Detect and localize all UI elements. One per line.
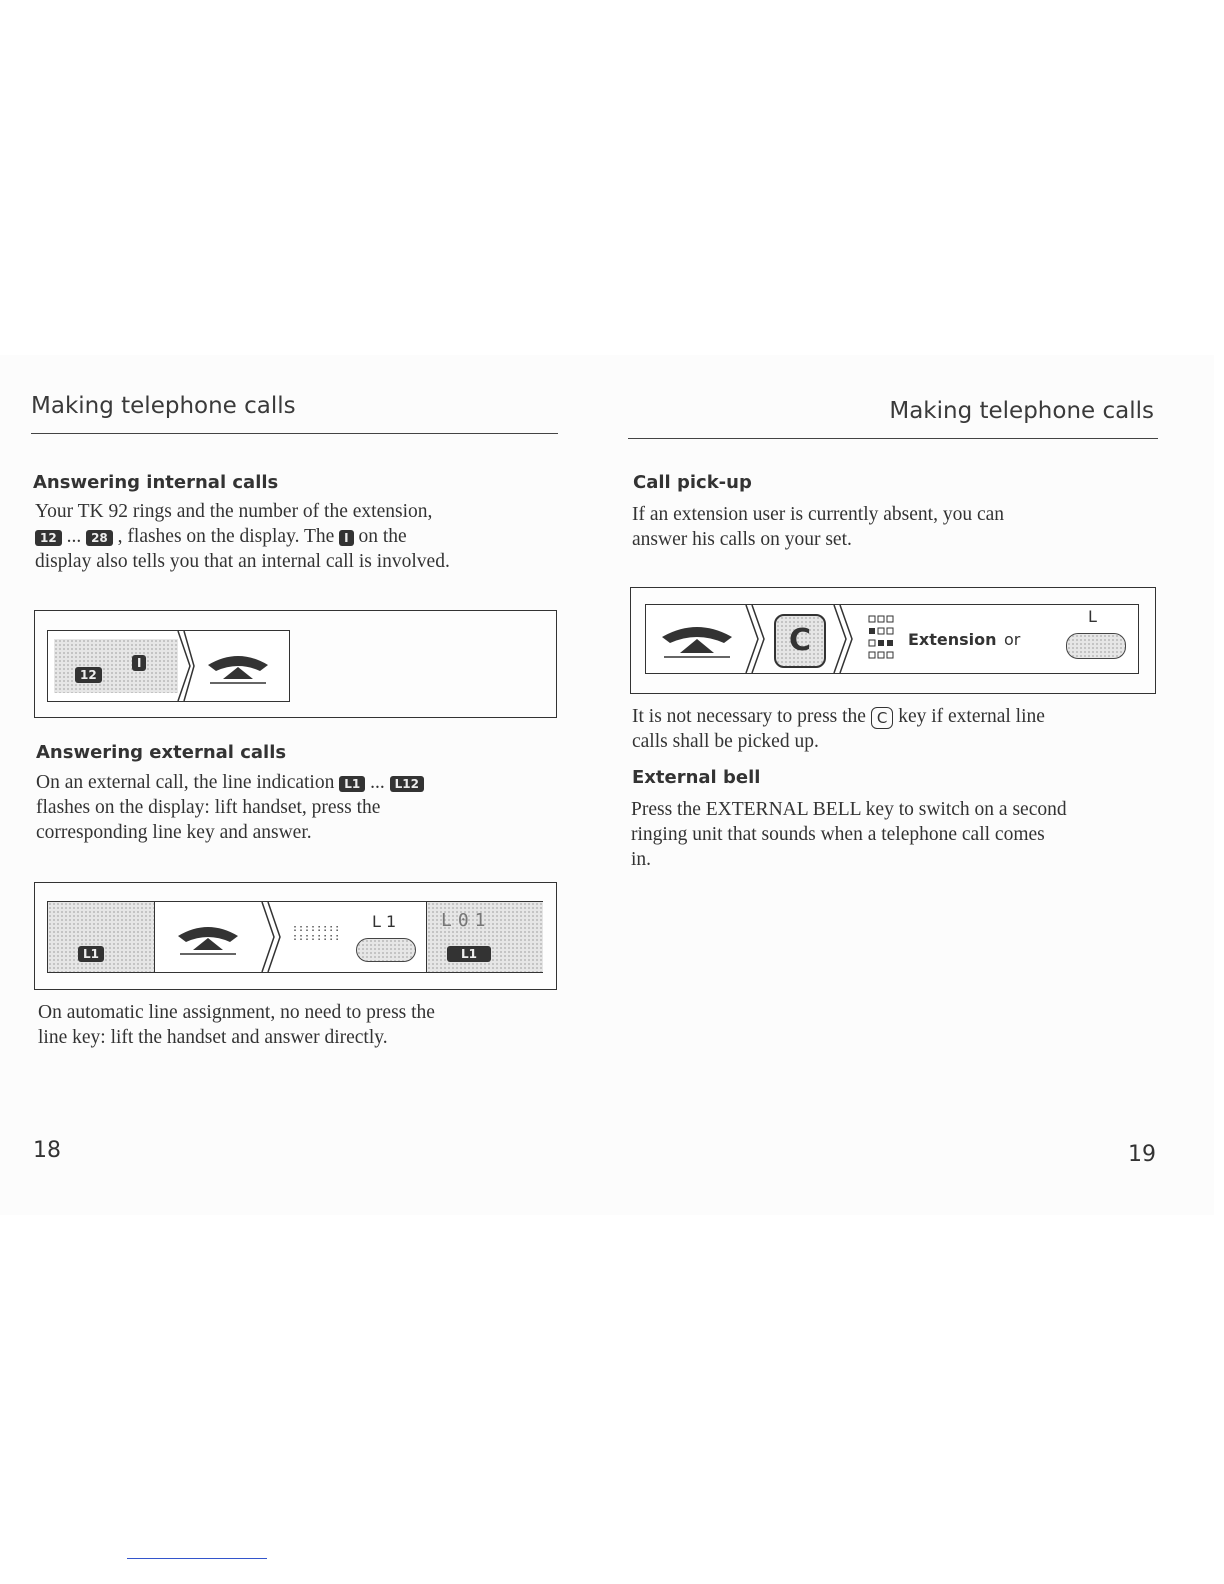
extension-label: Extension — [908, 630, 997, 649]
bracket-divider-icon — [176, 631, 196, 701]
figure-external-panel — [47, 901, 543, 973]
figure-badge-extension: 12 — [75, 667, 102, 683]
pickup-line-2: answer his calls on your set. — [632, 529, 852, 550]
handset-lift-icon — [168, 914, 248, 960]
figure-external-call — [34, 882, 557, 990]
bell-line-3: in. — [631, 849, 652, 870]
left-page-number: 18 — [33, 1138, 61, 1163]
handset-lift-icon — [198, 643, 278, 689]
display-area — [54, 639, 178, 693]
internal-paragraph — [35, 499, 555, 574]
c-note-text-a: It is not necessary to press the — [632, 706, 866, 727]
bracket-divider-icon — [744, 605, 766, 673]
c-key-note-paragraph — [632, 704, 1162, 754]
external-bell-paragraph — [631, 797, 1171, 872]
external-line-1 — [36, 770, 556, 795]
call-pickup-paragraph — [632, 502, 1162, 552]
bottom-rule — [127, 1558, 267, 1559]
bracket-divider-icon — [260, 902, 282, 972]
extension-badge-start: 12 — [35, 530, 62, 546]
c-note-line-2: calls shall be picked up. — [632, 731, 819, 752]
external-line-3: corresponding line key and answer. — [36, 822, 312, 843]
internal-line-2-text: , flashes on the display. The — [117, 526, 335, 547]
figure-pickup-panel — [645, 604, 1139, 674]
internal-indicator-badge: I — [339, 530, 353, 546]
led-grid-icon — [868, 615, 896, 663]
auto-line-2: line key: lift the handset and answer directly. — [38, 1027, 388, 1048]
keypad-dots-icon: :::::::: :::::::: — [292, 923, 341, 943]
figure-call-pickup — [630, 587, 1156, 694]
answering-internal-heading: Answering internal calls — [33, 472, 279, 493]
handset-lift-icon — [652, 615, 742, 663]
figure-internal-panel — [47, 630, 290, 702]
line-key-button[interactable] — [1066, 633, 1126, 659]
bell-line-1: Press the EXTERNAL BELL key to switch on a second — [631, 799, 1067, 820]
or-label: or — [1004, 630, 1021, 649]
c-key-label: C — [788, 623, 812, 658]
external-paragraph — [36, 770, 556, 845]
external-display-left — [48, 902, 155, 972]
l-key-label: L — [1088, 607, 1097, 626]
c-note-text-b: key if external line — [898, 706, 1045, 727]
external-display-right — [426, 902, 543, 972]
c-key-inline-icon: C — [871, 707, 893, 729]
line-ellipsis: ... — [370, 772, 385, 793]
right-page-number: 19 — [1128, 1142, 1156, 1167]
extension-badge-end: 28 — [86, 530, 113, 546]
internal-line-3: display also tells you that an internal call is involved. — [35, 551, 450, 572]
bell-line-2: ringing unit that sounds when a telephone call comes — [631, 824, 1045, 845]
internal-line-2 — [35, 524, 555, 549]
auto-assignment-paragraph — [38, 1000, 558, 1050]
left-header-rule — [31, 433, 558, 434]
figure-badge-internal: I — [132, 655, 146, 671]
internal-line-1: Your TK 92 rings and the number of the extension, — [35, 501, 433, 522]
right-running-head: Making telephone calls — [889, 398, 1154, 424]
right-header-rule — [628, 438, 1158, 439]
line-badge-end: L12 — [390, 776, 424, 792]
figure-line-badge-right: L1 — [447, 946, 491, 962]
line-key-button[interactable] — [356, 938, 416, 962]
left-running-head: Making telephone calls — [31, 393, 296, 419]
external-bell-heading: External bell — [632, 767, 761, 788]
display-text-l01: L01 — [441, 910, 492, 931]
c-note-line-1 — [632, 704, 1162, 729]
ellipsis: ... — [66, 526, 82, 547]
external-line-2: flashes on the display: lift handset, press the — [36, 797, 381, 818]
line-badge-start: L1 — [339, 776, 365, 792]
external-line-1-text: On an external call, the line indication — [36, 772, 335, 793]
figure-internal-call — [34, 610, 557, 718]
bracket-divider-icon — [832, 605, 854, 673]
answering-external-heading: Answering external calls — [36, 742, 287, 763]
c-key-button[interactable] — [774, 614, 826, 668]
pickup-line-1: If an extension user is currently absent, you can — [632, 504, 1005, 525]
figure-line-badge-left: L1 — [78, 946, 104, 962]
line-key-label: L 1 — [372, 912, 397, 931]
internal-line-2-end: on the — [358, 526, 407, 547]
auto-line-1: On automatic line assignment, no need to press the — [38, 1002, 435, 1023]
call-pickup-heading: Call pick-up — [633, 472, 752, 493]
